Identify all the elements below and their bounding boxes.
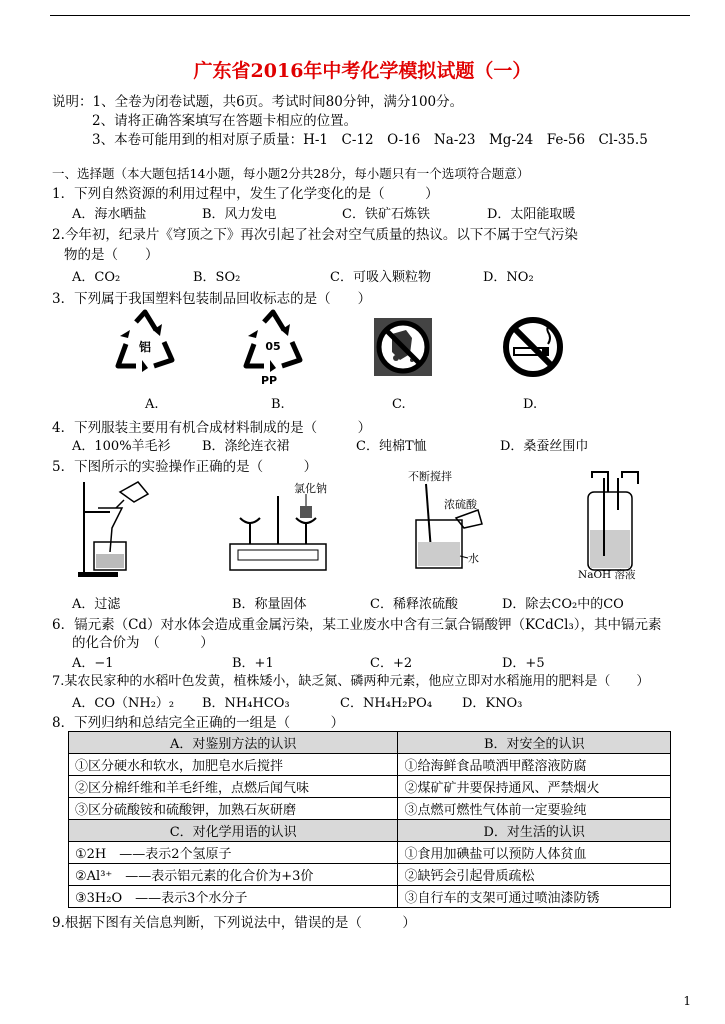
q7-option-b: B．NH₄HCO₃ <box>202 696 290 711</box>
q1-option-d: D．太阳能取暖 <box>487 207 576 222</box>
table-cell: ③区分硫酸铵和硫酸钾，加熟石灰研磨 <box>69 798 398 820</box>
table-cell: ③点燃可燃性气体前一定要验纯 <box>398 798 671 820</box>
table-cell: ①2H ——表示2个氢原子 <box>69 842 398 864</box>
table-row <box>69 732 671 754</box>
q3-label-c: C. <box>392 397 406 412</box>
label-water: 水 <box>468 552 479 565</box>
q4-option-d: D．桑蚕丝围巾 <box>500 439 589 454</box>
note-1: 说明：1、全卷为闭卷试题，共6页。考试时间80分钟，满分100分。 <box>52 94 464 110</box>
table-cell: ①区分硬水和软水，加肥皂水后搅拌 <box>69 754 398 776</box>
page-title: 广东省2016年中考化学模拟试题（一） <box>193 60 532 82</box>
q7-option-c: C．NH₄H₂PO₄ <box>340 696 433 711</box>
q2-option-d: D．NO₂ <box>483 270 534 285</box>
table-row <box>69 754 671 776</box>
q5-option-b: B．称量固体 <box>232 597 307 612</box>
logo-b-text: PP <box>260 374 278 387</box>
q5-option-d: D．除去CO₂中的CO <box>502 597 624 612</box>
q4-option-b: B．涤纶连衣裙 <box>202 439 290 454</box>
balance-apparatus-image <box>220 478 340 578</box>
table-row <box>69 798 671 820</box>
label-naoh: NaOH 溶液 <box>578 569 636 581</box>
q5-option-a: A．过滤 <box>72 597 121 612</box>
q5-stem: 5．下图所示的实验操作正确的是（ ） <box>52 459 318 475</box>
table-row <box>69 820 671 842</box>
note-3: 3、本卷可能用到的相对原子质量：H-1 C-12 O-16 Na-23 Mg-24 Fe-56 Cl-35.5 <box>92 132 648 148</box>
q6-option-c: C．+2 <box>370 656 413 671</box>
q6-stem-line2: 的化合价为 （ ） <box>72 635 214 651</box>
table-cell: B．对安全的认识 <box>398 732 671 754</box>
q6-option-d: D．+5 <box>502 656 545 671</box>
q5-option-c: C．稀释浓硫酸 <box>370 597 458 612</box>
q2-option-b: B．SO₂ <box>193 270 241 285</box>
recycle-logo-pp <box>238 308 308 388</box>
q6-option-b: B．+1 <box>232 656 274 671</box>
q3-label-d: D. <box>523 397 538 412</box>
table-cell: ②煤矿矿井要保持通风、严禁烟火 <box>398 776 671 798</box>
q6-option-a: A．−1 <box>72 656 114 671</box>
filtration-apparatus-image <box>74 472 154 582</box>
table-cell: ③3H₂O ——表示3个水分子 <box>69 886 398 908</box>
q7-stem: 7.某农民家种的水稻叶色发黄，植株矮小，缺乏氮、磷两种元素，他应立即对水稻施用的肥料是（ ） <box>52 674 650 689</box>
label-stir: 不断搅拌 <box>408 470 452 483</box>
q1-option-a: A．海水晒盐 <box>72 207 147 222</box>
q9-stem: 9.根据下图有关信息判断，下列说法中，错误的是（ ） <box>52 915 416 931</box>
q8-stem: 8．下列归纳和总结完全正确的一组是（ ） <box>52 715 345 731</box>
q4-option-a: A．100%羊毛衫 <box>72 439 171 454</box>
note-2: 2、请将正确答案填写在答题卡相应的位置。 <box>92 113 358 129</box>
q4-stem: 4．下列服装主要用有机合成材料制成的是（ ） <box>52 420 372 436</box>
page-number: 1 <box>683 994 691 1008</box>
table-cell: ①食用加碘盐可以预防人体贫血 <box>398 842 671 864</box>
q2-option-a: A．CO₂ <box>72 270 121 285</box>
q8-summary-table <box>68 731 671 908</box>
q3-stem: 3．下列属于我国塑料包装制品回收标志的是（ ） <box>52 291 372 307</box>
table-row <box>69 776 671 798</box>
no-littering-sign-icon <box>370 314 436 380</box>
table-cell: A．对鉴别方法的认识 <box>69 732 398 754</box>
q1-option-b: B．风力发电 <box>202 207 277 222</box>
q3-label-b: B. <box>271 397 285 412</box>
q7-option-a: A．CO（NH₂）₂ <box>72 696 175 711</box>
table-cell: ②缺钙会引起骨质疏松 <box>398 864 671 886</box>
logo-a-text: 铝 <box>138 340 152 354</box>
logo-b-num: 05 <box>265 340 281 353</box>
table-cell: ②Al³⁺ ——表示铝元素的化合价为+3价 <box>69 864 398 886</box>
q2-stem-line2: 物的是（ ） <box>64 247 159 263</box>
recycle-logo-aluminum <box>110 308 180 378</box>
table-cell: D．对生活的认识 <box>398 820 671 842</box>
q3-label-a: A. <box>145 397 159 412</box>
label-acid: 浓硫酸 <box>444 498 477 511</box>
q6-stem-line1: 6．镉元素（Cd）对水体会造成重金属污染，某工业废水中含有三氯合镉酸钾（KCdCl₃），其中镉元素 <box>52 617 662 633</box>
section-heading: 一、选择题（本大题包括14小题，每小题2分共28分，每小题只有一个选项符合题意） <box>52 166 530 181</box>
q1-option-c: C．铁矿石炼铁 <box>342 207 430 222</box>
q2-option-c: C．可吸入颗粒物 <box>330 270 431 285</box>
label-nacl: 氯化钠 <box>294 482 327 495</box>
table-cell: C．对化学用语的认识 <box>69 820 398 842</box>
top-rule <box>50 15 690 16</box>
table-cell: ①给海鲜食品喷洒甲醛溶液防腐 <box>398 754 671 776</box>
q1-stem: 1．下列自然资源的利用过程中，发生了化学变化的是（ ） <box>52 186 439 202</box>
q4-option-c: C．纯棉T恤 <box>356 439 427 454</box>
table-row <box>69 864 671 886</box>
no-smoking-sign-icon <box>500 314 566 380</box>
table-cell: ②区分棉纤维和羊毛纤维，点燃后闻气味 <box>69 776 398 798</box>
dilute-acid-apparatus-image <box>404 468 524 578</box>
table-cell: ③自行车的支架可通过喷油漆防锈 <box>398 886 671 908</box>
table-row <box>69 842 671 864</box>
table-row <box>69 886 671 908</box>
q2-stem-line1: 2.今年初，纪录片《穹顶之下》再次引起了社会对空气质量的热议。以下不属于空气污染 <box>52 227 578 243</box>
q7-option-d: D．KNO₃ <box>462 696 523 711</box>
gas-washing-bottle-image <box>562 470 652 582</box>
